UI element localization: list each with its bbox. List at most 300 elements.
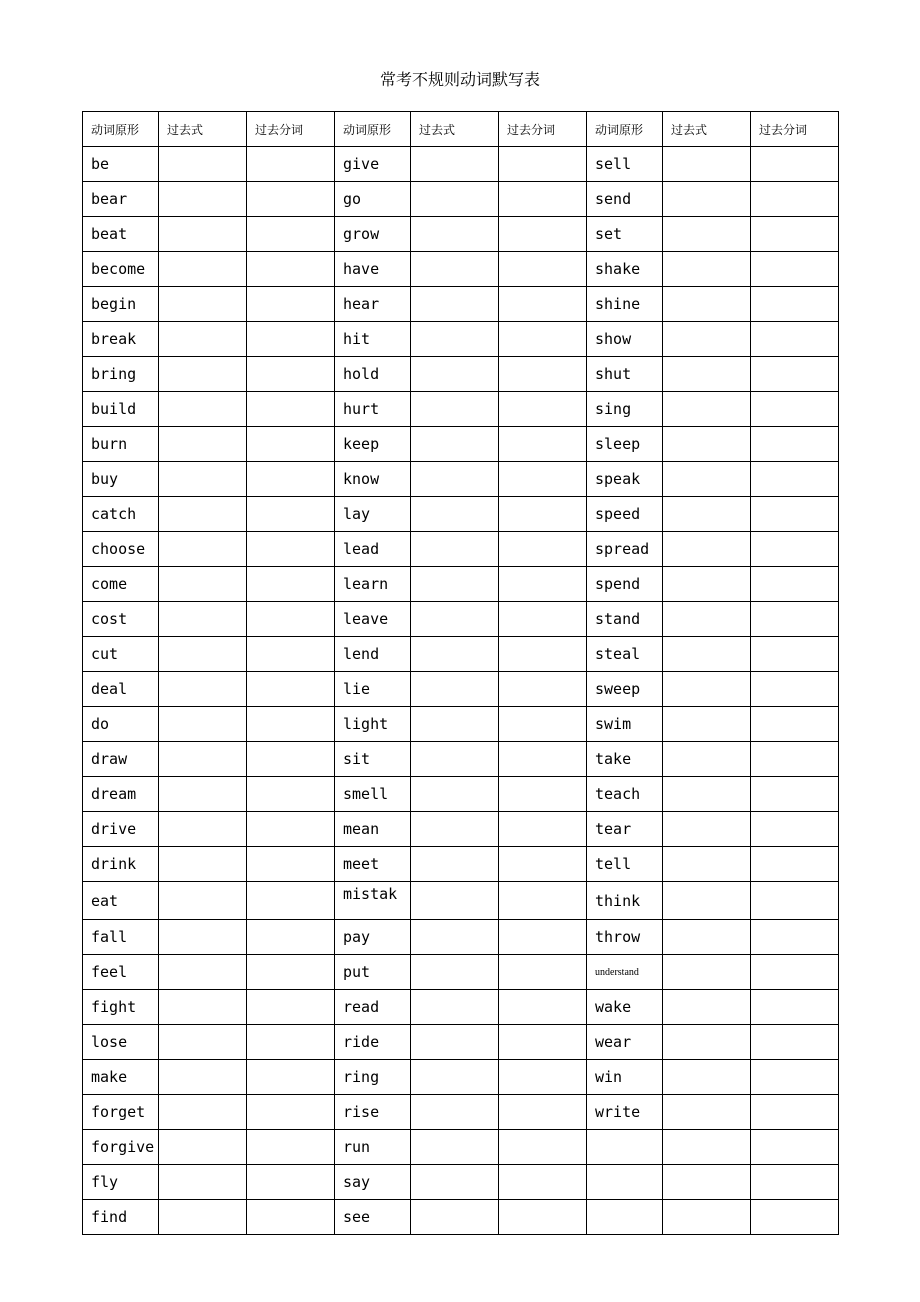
past-participle-answer-cell[interactable] <box>751 567 839 602</box>
past-tense-answer-cell[interactable] <box>411 847 499 882</box>
past-tense-answer-cell[interactable] <box>411 1165 499 1200</box>
past-participle-answer-cell[interactable] <box>247 1165 335 1200</box>
verb-cell: go <box>335 182 411 217</box>
past-participle-answer-cell[interactable] <box>751 497 839 532</box>
past-tense-answer-cell[interactable] <box>663 182 751 217</box>
past-participle-answer-cell[interactable] <box>247 955 335 990</box>
past-tense-answer-cell[interactable] <box>663 462 751 497</box>
past-tense-answer-cell[interactable] <box>411 1060 499 1095</box>
header-past-participle: 过去分词 <box>247 112 335 147</box>
verb-cell: do <box>83 707 159 742</box>
past-participle-answer-cell[interactable] <box>499 1130 587 1165</box>
past-tense-answer-cell[interactable] <box>411 1200 499 1235</box>
past-tense-answer-cell[interactable] <box>159 847 247 882</box>
past-tense-answer-cell[interactable] <box>159 1130 247 1165</box>
table-row <box>83 1060 839 1095</box>
past-participle-answer-cell[interactable] <box>499 777 587 812</box>
table-row <box>83 182 839 217</box>
table-row <box>83 920 839 955</box>
past-tense-answer-cell[interactable] <box>411 392 499 427</box>
verb-cell: put <box>335 955 411 990</box>
past-participle-answer-cell[interactable] <box>751 847 839 882</box>
past-tense-answer-cell[interactable] <box>159 672 247 707</box>
past-participle-answer-cell[interactable] <box>247 812 335 847</box>
past-tense-answer-cell[interactable] <box>663 217 751 252</box>
verb-cell: learn <box>335 567 411 602</box>
past-participle-answer-cell[interactable] <box>751 1025 839 1060</box>
past-tense-answer-cell[interactable] <box>663 392 751 427</box>
past-participle-answer-cell[interactable] <box>247 252 335 287</box>
past-tense-answer-cell[interactable] <box>411 462 499 497</box>
past-participle-answer-cell[interactable] <box>751 392 839 427</box>
past-tense-answer-cell[interactable] <box>411 920 499 955</box>
verb-cell: draw <box>83 742 159 777</box>
verb-cell: mistak <box>335 882 411 920</box>
past-participle-answer-cell[interactable] <box>751 920 839 955</box>
past-participle-answer-cell[interactable] <box>751 707 839 742</box>
past-participle-answer-cell[interactable] <box>751 990 839 1025</box>
past-tense-answer-cell[interactable] <box>159 252 247 287</box>
past-tense-answer-cell[interactable] <box>663 742 751 777</box>
past-participle-answer-cell[interactable] <box>499 812 587 847</box>
past-tense-answer-cell[interactable] <box>159 567 247 602</box>
verb-cell: hit <box>335 322 411 357</box>
past-participle-answer-cell[interactable] <box>247 672 335 707</box>
past-tense-answer-cell[interactable] <box>159 1200 247 1235</box>
past-tense-answer-cell[interactable] <box>411 182 499 217</box>
verb-cell <box>587 1200 663 1235</box>
table-row <box>83 1165 839 1200</box>
page-title: 常考不规则动词默写表 <box>379 70 540 89</box>
past-tense-answer-cell[interactable] <box>159 532 247 567</box>
past-participle-answer-cell[interactable] <box>499 882 587 920</box>
verb-cell: read <box>335 990 411 1025</box>
past-participle-answer-cell[interactable] <box>751 1060 839 1095</box>
past-tense-answer-cell[interactable] <box>663 532 751 567</box>
verb-cell: throw <box>587 920 663 955</box>
verb-cell: set <box>587 217 663 252</box>
past-participle-answer-cell[interactable] <box>751 742 839 777</box>
verb-cell: know <box>335 462 411 497</box>
past-participle-answer-cell[interactable] <box>247 462 335 497</box>
table-row <box>83 742 839 777</box>
verb-cell: speak <box>587 462 663 497</box>
past-participle-answer-cell[interactable] <box>499 920 587 955</box>
past-participle-answer-cell[interactable] <box>247 920 335 955</box>
verb-cell: drink <box>83 847 159 882</box>
past-tense-answer-cell[interactable] <box>159 147 247 182</box>
verb-cell: hurt <box>335 392 411 427</box>
past-participle-answer-cell[interactable] <box>499 427 587 462</box>
table-row <box>83 955 839 990</box>
table-row <box>83 217 839 252</box>
past-tense-answer-cell[interactable] <box>411 1130 499 1165</box>
past-participle-answer-cell[interactable] <box>499 322 587 357</box>
past-tense-answer-cell[interactable] <box>159 217 247 252</box>
verb-cell: shine <box>587 287 663 322</box>
verb-cell: spread <box>587 532 663 567</box>
past-participle-answer-cell[interactable] <box>247 882 335 920</box>
verb-cell: make <box>83 1060 159 1095</box>
verb-cell: burn <box>83 427 159 462</box>
past-tense-answer-cell[interactable] <box>411 217 499 252</box>
verb-cell: ride <box>335 1025 411 1060</box>
past-tense-answer-cell[interactable] <box>411 147 499 182</box>
past-participle-answer-cell[interactable] <box>247 182 335 217</box>
past-participle-answer-cell[interactable] <box>499 287 587 322</box>
verb-cell: sing <box>587 392 663 427</box>
verb-cell: have <box>335 252 411 287</box>
past-tense-answer-cell[interactable] <box>663 1025 751 1060</box>
past-participle-answer-cell[interactable] <box>751 532 839 567</box>
past-tense-answer-cell[interactable] <box>411 882 499 920</box>
past-participle-answer-cell[interactable] <box>499 1095 587 1130</box>
past-participle-answer-cell[interactable] <box>247 427 335 462</box>
verb-cell: lay <box>335 497 411 532</box>
past-tense-answer-cell[interactable] <box>159 427 247 462</box>
past-tense-answer-cell[interactable] <box>663 777 751 812</box>
past-tense-answer-cell[interactable] <box>663 707 751 742</box>
past-participle-answer-cell[interactable] <box>247 357 335 392</box>
verb-cell: teach <box>587 777 663 812</box>
past-participle-answer-cell[interactable] <box>247 1130 335 1165</box>
verb-cell: smell <box>335 777 411 812</box>
table-row <box>83 532 839 567</box>
verb-cell: bear <box>83 182 159 217</box>
past-participle-answer-cell[interactable] <box>751 217 839 252</box>
past-participle-answer-cell[interactable] <box>247 322 335 357</box>
verb-cell: write <box>587 1095 663 1130</box>
past-participle-answer-cell[interactable] <box>499 672 587 707</box>
past-tense-answer-cell[interactable] <box>411 707 499 742</box>
past-participle-answer-cell[interactable] <box>751 287 839 322</box>
past-tense-answer-cell[interactable] <box>411 742 499 777</box>
verb-table <box>82 111 839 1235</box>
past-participle-answer-cell[interactable] <box>499 955 587 990</box>
past-participle-answer-cell[interactable] <box>499 392 587 427</box>
past-tense-answer-cell[interactable] <box>159 1165 247 1200</box>
past-participle-answer-cell[interactable] <box>751 602 839 637</box>
table-row <box>83 990 839 1025</box>
verb-cell: think <box>587 882 663 920</box>
past-participle-answer-cell[interactable] <box>499 1025 587 1060</box>
verb-cell: come <box>83 567 159 602</box>
verb-cell: fly <box>83 1165 159 1200</box>
past-participle-answer-cell[interactable] <box>499 847 587 882</box>
past-participle-answer-cell[interactable] <box>499 182 587 217</box>
past-tense-answer-cell[interactable] <box>159 777 247 812</box>
past-tense-answer-cell[interactable] <box>663 637 751 672</box>
past-tense-answer-cell[interactable] <box>663 322 751 357</box>
table-row <box>83 427 839 462</box>
verb-cell: speed <box>587 497 663 532</box>
past-participle-answer-cell[interactable] <box>247 392 335 427</box>
past-tense-answer-cell[interactable] <box>159 882 247 920</box>
verb-cell: shut <box>587 357 663 392</box>
verb-cell: choose <box>83 532 159 567</box>
verb-cell: meet <box>335 847 411 882</box>
past-tense-answer-cell[interactable] <box>663 1200 751 1235</box>
past-tense-answer-cell[interactable] <box>411 1025 499 1060</box>
verb-cell <box>587 1130 663 1165</box>
verb-cell: sit <box>335 742 411 777</box>
verb-cell: say <box>335 1165 411 1200</box>
verb-cell: keep <box>335 427 411 462</box>
table-row <box>83 882 839 920</box>
table-row <box>83 462 839 497</box>
header-past-tense: 过去式 <box>159 112 247 147</box>
verb-cell: take <box>587 742 663 777</box>
past-participle-answer-cell[interactable] <box>499 1165 587 1200</box>
past-tense-answer-cell[interactable] <box>411 1095 499 1130</box>
past-tense-answer-cell[interactable] <box>159 497 247 532</box>
table-row <box>83 1130 839 1165</box>
past-participle-answer-cell[interactable] <box>247 287 335 322</box>
past-tense-answer-cell[interactable] <box>411 567 499 602</box>
past-participle-answer-cell[interactable] <box>247 990 335 1025</box>
verb-cell: sweep <box>587 672 663 707</box>
past-participle-answer-cell[interactable] <box>247 707 335 742</box>
past-tense-answer-cell[interactable] <box>411 637 499 672</box>
past-tense-answer-cell[interactable] <box>159 637 247 672</box>
past-tense-answer-cell[interactable] <box>663 1095 751 1130</box>
past-participle-answer-cell[interactable] <box>751 812 839 847</box>
past-participle-answer-cell[interactable] <box>751 427 839 462</box>
verb-cell: win <box>587 1060 663 1095</box>
past-tense-answer-cell[interactable] <box>411 357 499 392</box>
verb-cell: catch <box>83 497 159 532</box>
verb-cell: dream <box>83 777 159 812</box>
verb-cell: begin <box>83 287 159 322</box>
verb-cell: lose <box>83 1025 159 1060</box>
past-participle-answer-cell[interactable] <box>247 1095 335 1130</box>
past-tense-answer-cell[interactable] <box>411 602 499 637</box>
table-row <box>83 392 839 427</box>
past-participle-answer-cell[interactable] <box>751 1200 839 1235</box>
verb-cell: feel <box>83 955 159 990</box>
past-tense-answer-cell[interactable] <box>159 990 247 1025</box>
past-participle-answer-cell[interactable] <box>751 252 839 287</box>
past-participle-answer-cell[interactable] <box>247 847 335 882</box>
past-tense-answer-cell[interactable] <box>663 602 751 637</box>
past-participle-answer-cell[interactable] <box>499 637 587 672</box>
past-participle-answer-cell[interactable] <box>751 462 839 497</box>
past-tense-answer-cell[interactable] <box>663 567 751 602</box>
table-row <box>83 322 839 357</box>
past-tense-answer-cell[interactable] <box>411 777 499 812</box>
table-row <box>83 707 839 742</box>
past-participle-answer-cell[interactable] <box>247 217 335 252</box>
table-row <box>83 777 839 812</box>
past-tense-answer-cell[interactable] <box>663 252 751 287</box>
table-row <box>83 287 839 322</box>
table-row <box>83 497 839 532</box>
past-participle-answer-cell[interactable] <box>751 882 839 920</box>
past-tense-answer-cell[interactable] <box>159 920 247 955</box>
verb-cell: grow <box>335 217 411 252</box>
verb-cell: ring <box>335 1060 411 1095</box>
past-participle-answer-cell[interactable] <box>751 357 839 392</box>
verb-cell: leave <box>335 602 411 637</box>
table-row <box>83 147 839 182</box>
past-tense-answer-cell[interactable] <box>663 147 751 182</box>
verb-cell: lend <box>335 637 411 672</box>
past-participle-answer-cell[interactable] <box>499 1060 587 1095</box>
verb-cell: wake <box>587 990 663 1025</box>
verb-cell: cost <box>83 602 159 637</box>
table-row <box>83 1095 839 1130</box>
verb-cell: sleep <box>587 427 663 462</box>
verb-cell: break <box>83 322 159 357</box>
table-row <box>83 252 839 287</box>
past-tense-answer-cell[interactable] <box>159 392 247 427</box>
past-participle-answer-cell[interactable] <box>499 147 587 182</box>
past-participle-answer-cell[interactable] <box>499 252 587 287</box>
past-participle-answer-cell[interactable] <box>247 637 335 672</box>
header-past-tense: 过去式 <box>411 112 499 147</box>
header-base-form: 动词原形 <box>83 112 159 147</box>
past-tense-answer-cell[interactable] <box>159 182 247 217</box>
past-participle-answer-cell[interactable] <box>751 322 839 357</box>
past-tense-answer-cell[interactable] <box>411 287 499 322</box>
past-participle-answer-cell[interactable] <box>247 602 335 637</box>
past-tense-answer-cell[interactable] <box>663 990 751 1025</box>
verb-cell: understand <box>587 955 663 990</box>
past-tense-answer-cell[interactable] <box>159 462 247 497</box>
header-past-participle: 过去分词 <box>499 112 587 147</box>
past-tense-answer-cell[interactable] <box>411 427 499 462</box>
past-participle-answer-cell[interactable] <box>499 217 587 252</box>
past-participle-answer-cell[interactable] <box>751 182 839 217</box>
past-tense-answer-cell[interactable] <box>159 955 247 990</box>
past-tense-answer-cell[interactable] <box>663 287 751 322</box>
verb-cell: forget <box>83 1095 159 1130</box>
verb-cell: deal <box>83 672 159 707</box>
past-tense-answer-cell[interactable] <box>411 322 499 357</box>
verb-cell: cut <box>83 637 159 672</box>
past-participle-answer-cell[interactable] <box>751 147 839 182</box>
past-participle-answer-cell[interactable] <box>247 1200 335 1235</box>
past-participle-answer-cell[interactable] <box>499 497 587 532</box>
past-tense-answer-cell[interactable] <box>159 742 247 777</box>
past-participle-answer-cell[interactable] <box>247 1025 335 1060</box>
past-participle-answer-cell[interactable] <box>751 777 839 812</box>
past-tense-answer-cell[interactable] <box>663 672 751 707</box>
verb-cell: be <box>83 147 159 182</box>
past-participle-answer-cell[interactable] <box>499 707 587 742</box>
past-tense-answer-cell[interactable] <box>411 812 499 847</box>
past-tense-answer-cell[interactable] <box>663 812 751 847</box>
table-row <box>83 567 839 602</box>
table-row <box>83 1200 839 1235</box>
past-participle-answer-cell[interactable] <box>499 532 587 567</box>
past-tense-answer-cell[interactable] <box>411 532 499 567</box>
past-participle-answer-cell[interactable] <box>247 1060 335 1095</box>
past-tense-answer-cell[interactable] <box>159 1095 247 1130</box>
verb-cell: light <box>335 707 411 742</box>
verb-cell: tear <box>587 812 663 847</box>
past-tense-answer-cell[interactable] <box>159 812 247 847</box>
verb-cell: bring <box>83 357 159 392</box>
past-participle-answer-cell[interactable] <box>499 567 587 602</box>
past-tense-answer-cell[interactable] <box>411 990 499 1025</box>
verb-cell: steal <box>587 637 663 672</box>
past-tense-answer-cell[interactable] <box>663 920 751 955</box>
past-participle-answer-cell[interactable] <box>247 147 335 182</box>
past-tense-answer-cell[interactable] <box>411 955 499 990</box>
past-tense-answer-cell[interactable] <box>663 357 751 392</box>
past-participle-answer-cell[interactable] <box>499 1200 587 1235</box>
past-participle-answer-cell[interactable] <box>247 567 335 602</box>
past-participle-answer-cell[interactable] <box>751 1165 839 1200</box>
verb-cell: give <box>335 147 411 182</box>
past-tense-answer-cell[interactable] <box>159 602 247 637</box>
past-tense-answer-cell[interactable] <box>159 357 247 392</box>
past-participle-answer-cell[interactable] <box>247 497 335 532</box>
verb-cell: beat <box>83 217 159 252</box>
past-participle-answer-cell[interactable] <box>751 955 839 990</box>
past-participle-answer-cell[interactable] <box>499 742 587 777</box>
header-base-form: 动词原形 <box>335 112 411 147</box>
past-tense-answer-cell[interactable] <box>663 882 751 920</box>
verb-cell: tell <box>587 847 663 882</box>
verb-cell: stand <box>587 602 663 637</box>
verb-cell: see <box>335 1200 411 1235</box>
past-tense-answer-cell[interactable] <box>663 497 751 532</box>
past-tense-answer-cell[interactable] <box>159 1025 247 1060</box>
verb-cell: find <box>83 1200 159 1235</box>
verb-cell: mean <box>335 812 411 847</box>
verb-cell: rise <box>335 1095 411 1130</box>
verb-cell: become <box>83 252 159 287</box>
verb-cell: send <box>587 182 663 217</box>
past-participle-answer-cell[interactable] <box>499 462 587 497</box>
past-tense-answer-cell[interactable] <box>411 252 499 287</box>
header-base-form: 动词原形 <box>587 112 663 147</box>
past-participle-answer-cell[interactable] <box>751 637 839 672</box>
past-tense-answer-cell[interactable] <box>159 707 247 742</box>
verb-cell: fall <box>83 920 159 955</box>
past-participle-answer-cell[interactable] <box>751 1095 839 1130</box>
verb-cell: hear <box>335 287 411 322</box>
verb-cell: buy <box>83 462 159 497</box>
past-tense-answer-cell[interactable] <box>159 322 247 357</box>
past-tense-answer-cell[interactable] <box>663 955 751 990</box>
past-tense-answer-cell[interactable] <box>663 427 751 462</box>
table-row <box>83 357 839 392</box>
past-tense-answer-cell[interactable] <box>663 1165 751 1200</box>
past-tense-answer-cell[interactable] <box>159 287 247 322</box>
past-participle-answer-cell[interactable] <box>751 1130 839 1165</box>
past-participle-answer-cell[interactable] <box>247 777 335 812</box>
past-participle-answer-cell[interactable] <box>499 357 587 392</box>
past-tense-answer-cell[interactable] <box>411 497 499 532</box>
past-tense-answer-cell[interactable] <box>159 1060 247 1095</box>
table-row <box>83 1025 839 1060</box>
past-participle-answer-cell[interactable] <box>499 602 587 637</box>
past-tense-answer-cell[interactable] <box>663 1130 751 1165</box>
past-tense-answer-cell[interactable] <box>663 1060 751 1095</box>
table-row <box>83 812 839 847</box>
past-tense-answer-cell[interactable] <box>411 672 499 707</box>
past-participle-answer-cell[interactable] <box>247 532 335 567</box>
past-tense-answer-cell[interactable] <box>663 847 751 882</box>
past-participle-answer-cell[interactable] <box>751 672 839 707</box>
past-participle-answer-cell[interactable] <box>247 742 335 777</box>
verb-cell: wear <box>587 1025 663 1060</box>
past-participle-answer-cell[interactable] <box>499 990 587 1025</box>
verb-cell: run <box>335 1130 411 1165</box>
